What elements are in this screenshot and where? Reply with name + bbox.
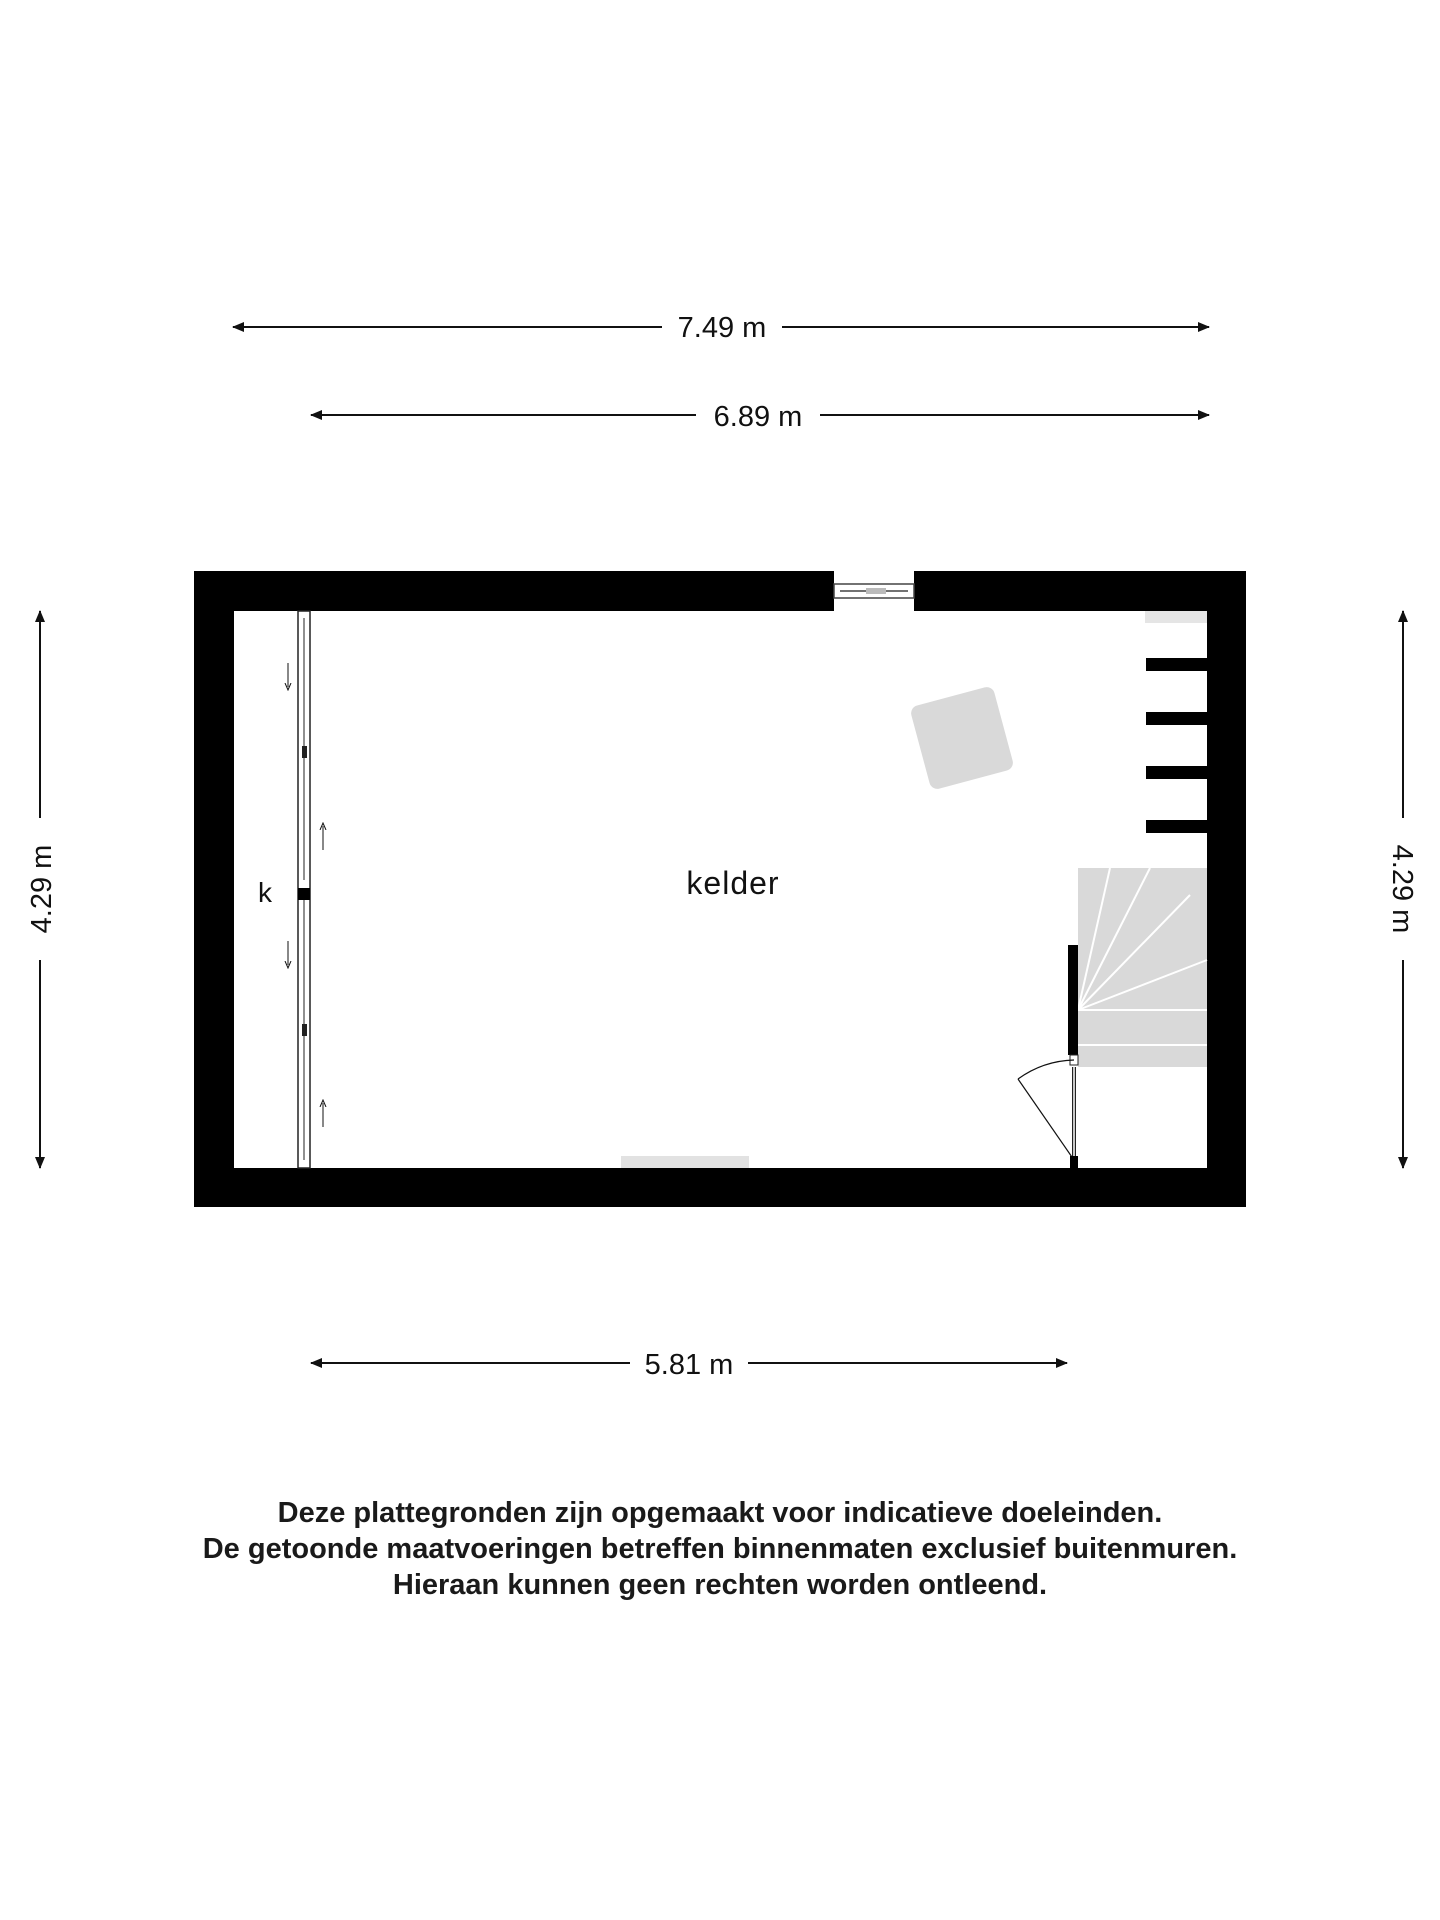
dimension-right [1386, 611, 1418, 1168]
dimension-top-outer-label: 7.49 m [677, 312, 767, 344]
wall-shelves [1146, 658, 1207, 833]
closet-sliding-doors [298, 611, 310, 1168]
room-label-closet: k [258, 877, 272, 908]
room-label-kelder: kelder [686, 865, 780, 901]
dimension-top-inner-label: 6.89 m [713, 401, 803, 433]
disclaimer-line-2: De getoonde maatvoeringen betreffen binnenmaten exclusief buitenmuren. [202, 1533, 1238, 1565]
staircase [1068, 868, 1207, 1067]
disclaimer-line-3: Hieraan kunnen geen rechten worden ontleend. [392, 1569, 1048, 1601]
dimension-right-label: 4.29 m [1386, 844, 1418, 934]
window-top [834, 571, 914, 611]
dimension-bottom-label: 5.81 m [644, 1349, 734, 1381]
disclaimer [0, 1495, 1440, 1603]
radiator-bottom [621, 1156, 749, 1168]
dimension-top-outer [233, 312, 1209, 344]
stair-door [1018, 1060, 1078, 1168]
square-furniture [909, 685, 1014, 790]
dimension-left-label: 4.29 m [26, 844, 58, 934]
dimension-bottom [311, 1349, 1067, 1381]
dimension-left [26, 611, 58, 1168]
shelf-top-right [1145, 611, 1207, 623]
dimension-top-inner [311, 401, 1209, 433]
disclaimer-line-1: Deze plattegronden zijn opgemaakt voor indicatieve doeleinden. [277, 1497, 1163, 1529]
